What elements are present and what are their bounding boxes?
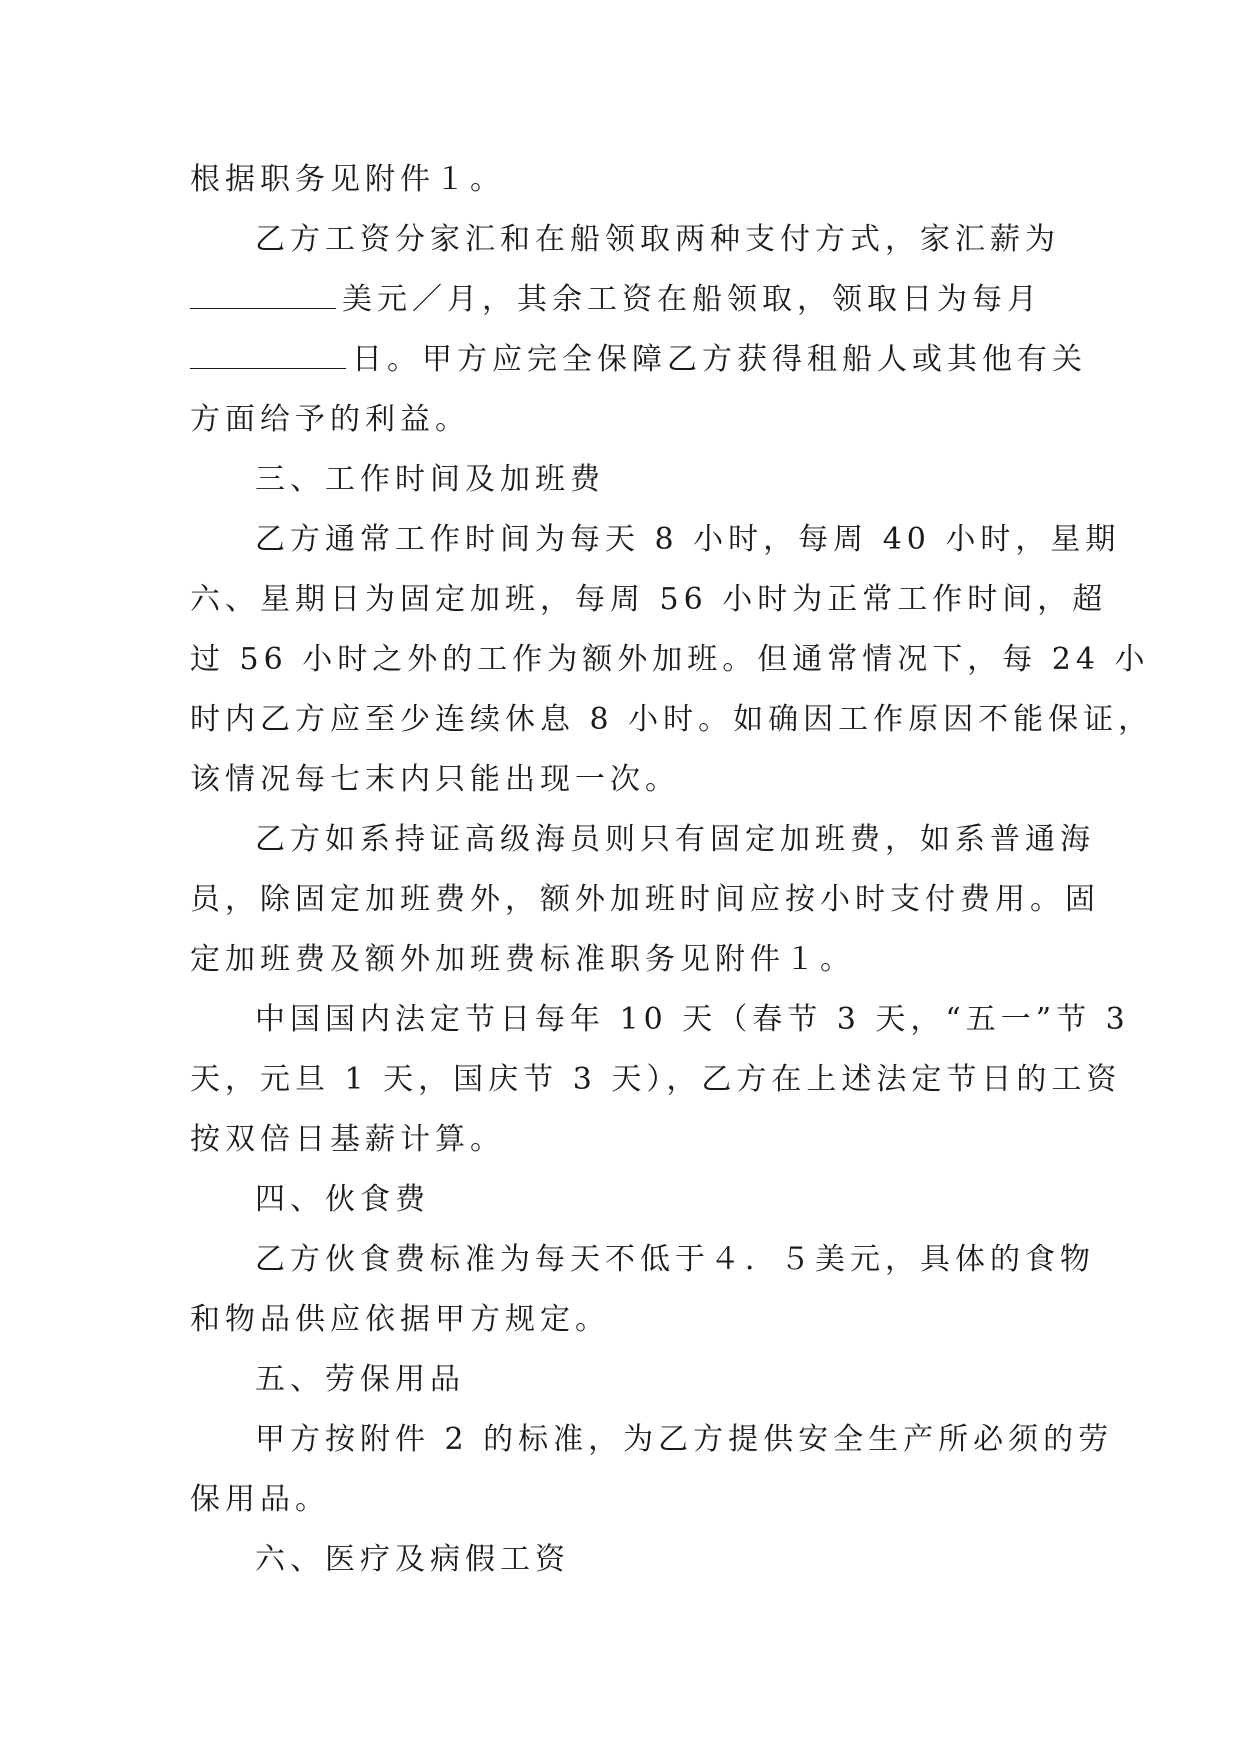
text-line: 定加班费及额外加班费标准职务见附件１。 [190, 942, 855, 977]
text-fragment: 美元／月，其余工资在船领取，领取日为每月 [342, 282, 1042, 317]
text-line: 根据职务见附件１。 [190, 162, 505, 197]
paragraph-start: 乙方通常工作时间为每天 8 小时，每周 40 小时，星期 [255, 522, 1121, 557]
section-heading: 三、工作时间及加班费 [255, 462, 605, 497]
section-heading: 五、劳保用品 [255, 1362, 465, 1397]
paragraph-start: 乙方伙食费标准为每天不低于４．５美元，具体的食物 [255, 1242, 1095, 1277]
fill-in-blank [190, 284, 336, 309]
document-page [190, 150, 1154, 1590]
paragraph-start: 中国国内法定节日每年 10 天（春节 3 天，“五一”节 3 [255, 1002, 1130, 1037]
text-fragment: 日。甲方应完全保障乙方获得租船人或其他有关 [352, 342, 1087, 377]
text-line: 时内乙方应至少连续休息 8 小时。如确因工作原因不能保证， [190, 702, 1154, 737]
text-line: 过 56 小时之外的工作为额外加班。但通常情况下，每 24 小 [190, 642, 1150, 677]
text-line: 员，除固定加班费外，额外加班时间应按小时支付费用。固 [190, 882, 1100, 917]
paragraph-start: 乙方工资分家汇和在船领取两种支付方式，家汇薪为 [255, 222, 1060, 257]
text-line: 保用品。 [190, 1482, 330, 1517]
text-line: 和物品供应依据甲方规定。 [190, 1302, 610, 1337]
text-line: 该情况每七末内只能出现一次。 [190, 762, 680, 797]
fill-in-blank [190, 344, 346, 369]
paragraph-start: 甲方按附件 2 的标准，为乙方提供安全生产所必须的劳 [255, 1422, 1114, 1457]
text-line: 六、星期日为固定加班，每周 56 小时为正常工作时间，超 [190, 582, 1108, 617]
text-line: 方面给予的利益。 [190, 402, 470, 437]
text-line-with-blank [190, 270, 1050, 330]
text-line-with-blank [190, 330, 1087, 390]
section-heading: 四、伙食费 [255, 1182, 430, 1217]
paragraph-start: 乙方如系持证高级海员则只有固定加班费，如系普通海 [255, 822, 1095, 857]
text-line: 按双倍日基薪计算。 [190, 1122, 505, 1157]
text-line: 天，元旦 1 天，国庆节 3 天），乙方在上述法定节日的工资 [190, 1062, 1122, 1097]
section-heading: 六、医疗及病假工资 [255, 1542, 570, 1577]
